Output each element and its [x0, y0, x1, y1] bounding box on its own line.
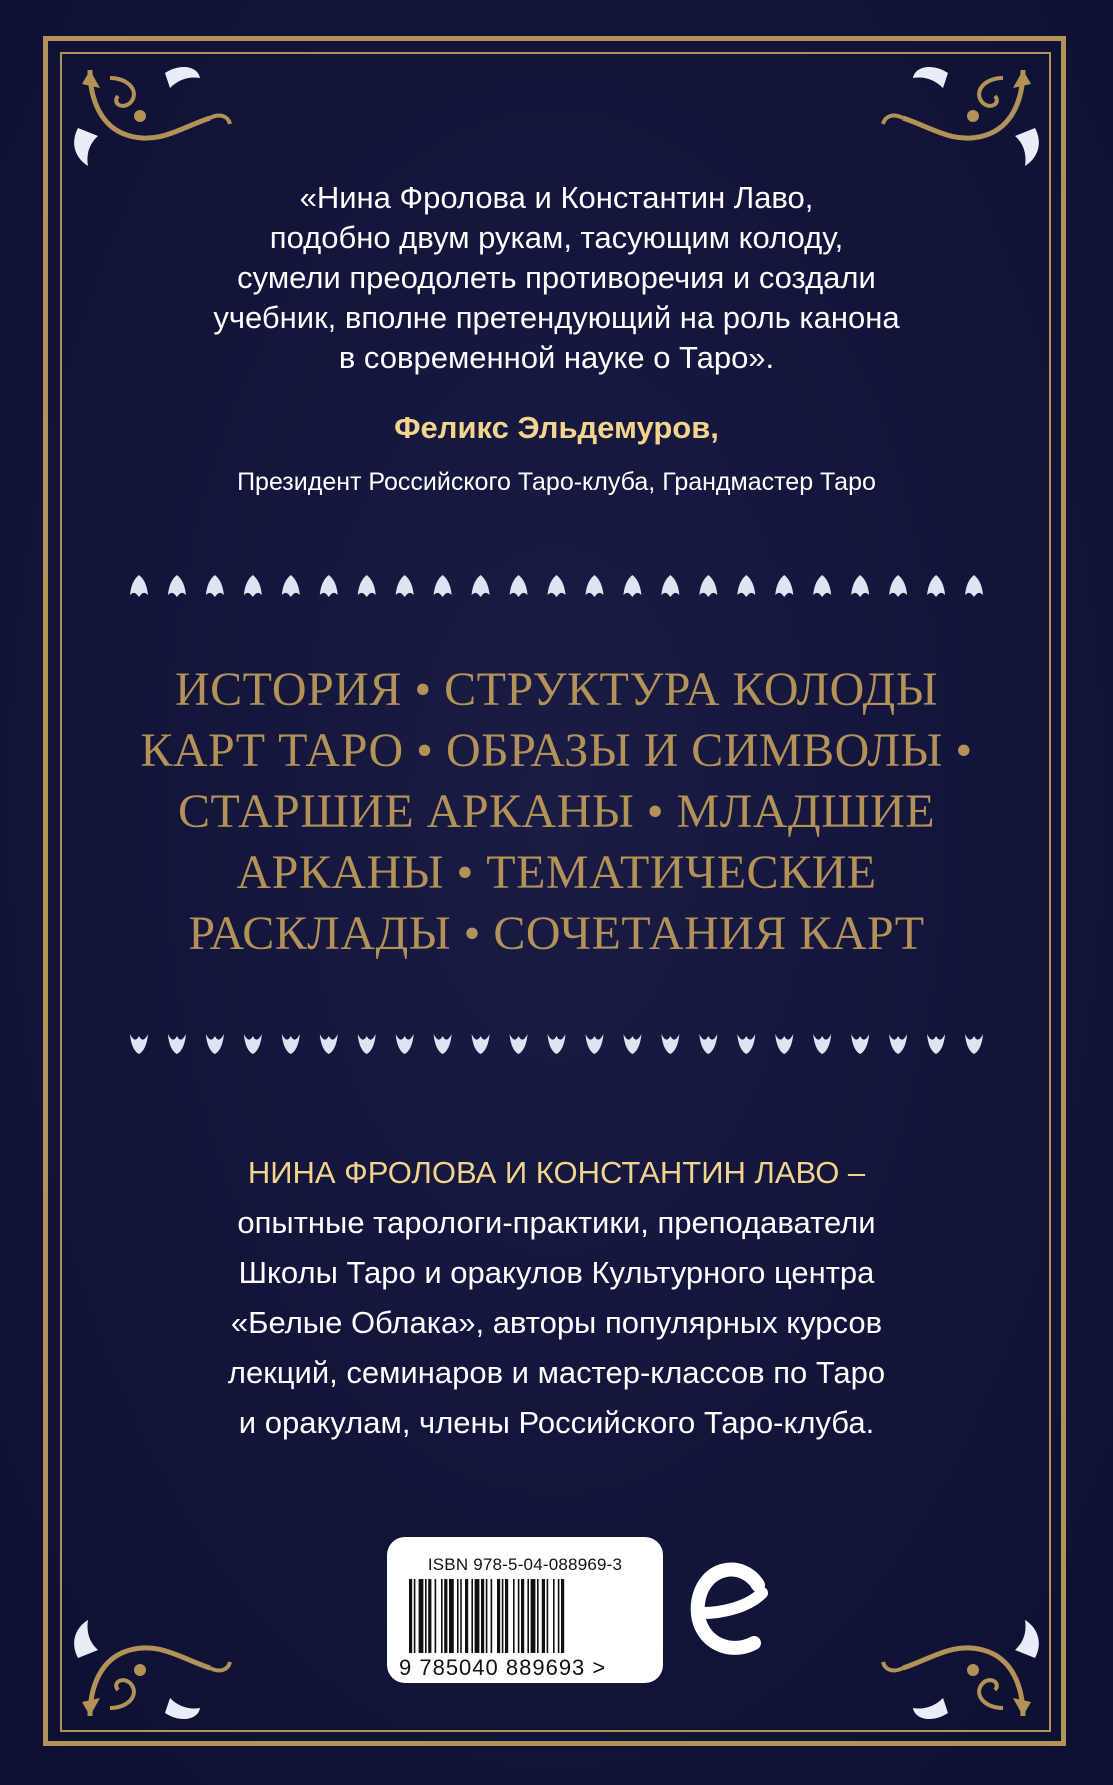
- barcode-bar: [561, 1579, 564, 1653]
- bell-flower-icon: [623, 575, 641, 597]
- bell-flower-icon: [130, 1034, 148, 1054]
- barcode-bar: [444, 1579, 447, 1653]
- bell-flower-icon: [244, 575, 262, 597]
- barcode-bar: [409, 1579, 412, 1653]
- bell-flower-icon: [472, 1034, 490, 1054]
- barcode-bar: [414, 1579, 416, 1653]
- barcode-bar: [425, 1579, 427, 1653]
- bell-flower-icon: [661, 575, 679, 597]
- topics-line: РАСКЛАДЫ • СОЧЕТАНИЯ КАРТ: [188, 907, 925, 960]
- topics-line: ИСТОРИЯ • СТРУКТУРА КОЛОДЫ: [174, 663, 939, 716]
- authors-bio-line: «Белые Облака», авторы популярных курсов: [230, 1305, 883, 1340]
- bell-flower-icon: [206, 575, 224, 597]
- barcode-bar: [542, 1579, 545, 1653]
- barcode-bar: [419, 1579, 424, 1653]
- bell-flower-icon: [282, 575, 300, 597]
- bell-flower-icon: [927, 1034, 945, 1054]
- bell-flower-icon: [168, 575, 186, 597]
- bell-flower-icon: [737, 1034, 755, 1054]
- bell-flower-icon: [661, 1034, 679, 1054]
- bell-flower-icon: [965, 1034, 983, 1054]
- barcode-bar: [491, 1579, 493, 1653]
- barcode-bar: [486, 1579, 488, 1653]
- bell-flower-icon: [282, 1034, 300, 1054]
- bell-flower-icon: [130, 575, 148, 597]
- quote-line: учебник, вполне претендующий на роль канона: [213, 300, 900, 335]
- bell-flower-icon: [737, 575, 755, 597]
- barcode-bar: [435, 1579, 437, 1653]
- barcode-bar: [457, 1579, 459, 1653]
- bell-flower-icon: [775, 1034, 793, 1054]
- publisher-logo-icon: [688, 1555, 774, 1665]
- barcode-bar: [475, 1579, 480, 1653]
- barcode-bar: [521, 1579, 524, 1653]
- quote-line: сумели преодолеть противоречия и создали: [237, 260, 876, 295]
- barcode-digits: 9 785040 889693 >: [399, 1655, 607, 1680]
- barcode-bar: [502, 1579, 504, 1653]
- authors-bio: [120, 1148, 993, 1448]
- bell-flower-row-icon: [120, 1028, 993, 1058]
- barcode-bar: [465, 1579, 468, 1653]
- authors-bio-line: опытные тарологи-практики, преподаватели: [237, 1205, 876, 1240]
- floral-corner-ornament-icon: [873, 58, 1043, 178]
- barcode-bars: [409, 1579, 641, 1653]
- bell-flower-icon: [244, 1034, 262, 1054]
- bell-flower-icon: [623, 1034, 641, 1054]
- bell-flower-icon: [699, 1034, 717, 1054]
- floral-corner-ornament-icon: [70, 1608, 240, 1728]
- bell-flower-icon: [472, 575, 490, 597]
- barcode-bar: [428, 1579, 431, 1653]
- bell-flower-icon: [320, 1034, 338, 1054]
- bell-flower-icon: [548, 1034, 566, 1054]
- isbn-barcode: [387, 1537, 663, 1683]
- bell-flower-icon: [775, 575, 793, 597]
- authors-bio-line: и оракулам, члены Российского Таро-клуба.: [238, 1405, 875, 1440]
- quote-author: Феликс Эльдемуров,: [394, 410, 719, 445]
- bell-flower-icon: [358, 1034, 376, 1054]
- barcode-bar: [513, 1579, 515, 1653]
- bell-flower-icon: [206, 1034, 224, 1054]
- bell-flower-icon: [813, 575, 831, 597]
- quote-author-role: Президент Российского Таро-клуба, Грандмастер Таро: [237, 468, 876, 496]
- topics-line: КАРТ ТАРО • ОБРАЗЫ И СИМВОЛЫ •: [140, 724, 973, 777]
- bell-flower-icon: [851, 575, 869, 597]
- barcode-bar: [518, 1579, 520, 1653]
- barcode-bar: [531, 1579, 536, 1653]
- bell-flower-icon: [889, 1034, 907, 1054]
- bell-flower-icon: [927, 575, 945, 597]
- bell-flower-icon: [889, 575, 907, 597]
- bell-flower-icon: [320, 575, 338, 597]
- bell-flower-icon: [585, 1034, 603, 1054]
- barcode-bar: [558, 1579, 560, 1653]
- barcode-bar: [497, 1579, 500, 1653]
- bell-flower-icon: [168, 1034, 186, 1054]
- authors-names: НИНА ФРОЛОВА И КОНСТАНТИН ЛАВО –: [247, 1155, 866, 1190]
- bell-flower-icon: [396, 1034, 414, 1054]
- barcode-bar: [481, 1579, 484, 1653]
- topics-list: [100, 659, 1013, 964]
- testimonial-quote: [120, 178, 993, 378]
- bell-flower-icon: [851, 1034, 869, 1054]
- quote-line: «Нина Фролова и Константин Лаво,: [299, 180, 814, 215]
- authors-bio-line: Школы Таро и оракулов Культурного центра: [238, 1255, 875, 1290]
- bell-flower-icon: [434, 1034, 452, 1054]
- bell-flower-icon: [358, 575, 376, 597]
- authors-bio-line: лекций, семинаров и мастер-классов по Таро: [227, 1355, 886, 1390]
- topics-line: СТАРШИЕ АРКАНЫ • МЛАДШИЕ: [177, 785, 936, 838]
- quote-line: в современной науке о Таро».: [338, 340, 775, 375]
- barcode-bar: [553, 1579, 555, 1653]
- bell-flower-icon: [510, 1034, 528, 1054]
- floral-corner-ornament-icon: [873, 1608, 1043, 1728]
- barcode-bar: [505, 1579, 508, 1653]
- bell-flower-icon: [396, 575, 414, 597]
- bell-flower-icon: [699, 575, 717, 597]
- barcode-bar: [527, 1579, 529, 1653]
- bell-flower-row-icon: [120, 571, 993, 601]
- barcode-bar: [449, 1579, 454, 1653]
- bell-flower-icon: [585, 575, 603, 597]
- barcode-bar: [537, 1579, 539, 1653]
- barcode-bar: [460, 1579, 462, 1653]
- bell-flower-icon: [434, 575, 452, 597]
- floral-corner-ornament-icon: [70, 58, 240, 178]
- bell-flower-icon: [965, 575, 983, 597]
- topics-line: АРКАНЫ • ТЕМАТИЧЕСКИЕ: [236, 846, 877, 899]
- bell-flower-icon: [510, 575, 528, 597]
- quote-line: подобно двум рукам, тасующим колоду,: [269, 220, 844, 255]
- isbn-number: ISBN 978-5-04-088969-3: [427, 1555, 623, 1574]
- barcode-bar: [441, 1579, 443, 1653]
- bell-flower-icon: [548, 575, 566, 597]
- barcode-bar: [471, 1579, 473, 1653]
- barcode-bar: [547, 1579, 549, 1653]
- bell-flower-icon: [813, 1034, 831, 1054]
